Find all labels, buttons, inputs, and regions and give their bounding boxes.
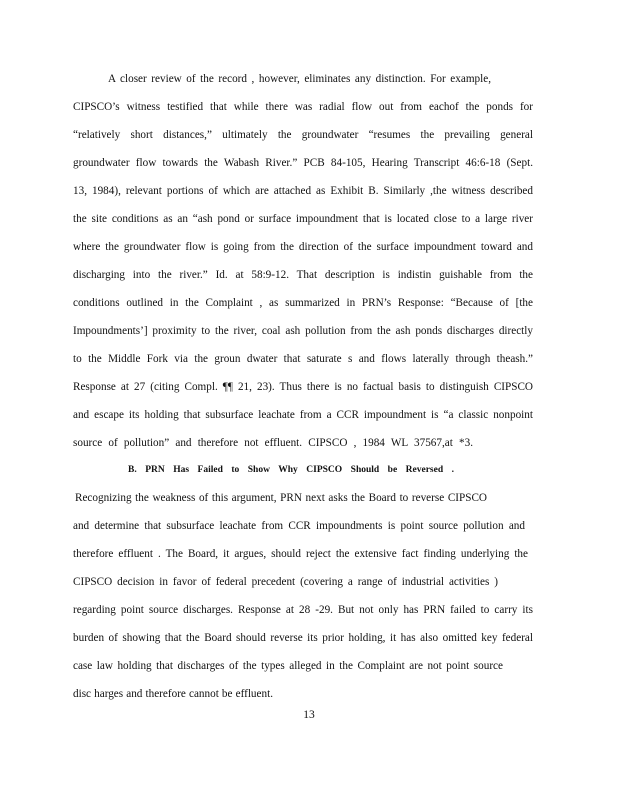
paragraph-2-line-2: and determine that subsurface leachate from CCR impoundments is point source pollution and	[73, 520, 525, 532]
paragraph-1-line-8: discharging into the river.” Id. at 58:9-12. That description is indistin guishable from the	[73, 269, 533, 281]
paragraph-2-line-8: disc harges and therefore cannot be effluent.	[73, 688, 273, 700]
paragraph-1-line-9: conditions outlined in the Complaint , as summarized in PRN’s Response: “Because of [the	[73, 297, 533, 309]
section-heading: B. PRN Has Failed to Show Why CIPSCO Should be Reversed .	[128, 465, 454, 475]
paragraph-1-line-3: “relatively short distances,” ultimately the groundwater “resumes the prevailing general	[73, 129, 533, 141]
paragraph-2-line-5: regarding point source discharges. Response at 28 -29. But not only has PRN failed to carry its	[73, 604, 533, 616]
paragraph-1-line-14: source of pollution” and therefore not effluent. CIPSCO , 1984 WL 37567,at *3.	[73, 437, 473, 449]
paragraph-1-line-11: to the Middle Fork via the groun dwater that saturate s and flows laterally through theash.”	[73, 353, 533, 365]
paragraph-1-line-7: where the groundwater flow is going from the direction of the surface impoundment toward and	[73, 241, 533, 253]
paragraph-2-line-3: therefore effluent . The Board, it argues, should reject the extensive fact finding underlying the	[73, 548, 528, 560]
paragraph-2-line-1: Recognizing the weakness of this argument, PRN next asks the Board to reverse CIPSCO	[75, 492, 487, 504]
paragraph-1-line-10: Impoundments’] proximity to the river, coal ash pollution from the ash ponds discharges directly	[73, 325, 533, 337]
page-number: 13	[303, 709, 315, 721]
paragraph-2-line-6: burden of showing that the Board should reverse its prior holding, it has also omitted key federal	[73, 632, 533, 644]
paragraph-2-line-7: case law holding that discharges of the types alleged in the Complaint are not point source	[73, 660, 503, 672]
paragraph-2-line-4: CIPSCO decision in favor of federal precedent (covering a range of industrial activities )	[73, 576, 498, 588]
paragraph-1-line-13: and escape its holding that subsurface leachate from a CCR impoundment is “a classic nonpoint	[73, 409, 533, 421]
paragraph-1-line-2: CIPSCO’s witness testified that while there was radial flow out from eachof the ponds for	[73, 101, 533, 113]
paragraph-1-line-12: Response at 27 (citing Compl. ¶¶ 21, 23). Thus there is no factual basis to distinguish CIPSCO	[73, 381, 533, 393]
paragraph-1-line-1: A closer review of the record , however, eliminates any distinction. For example,	[108, 73, 491, 85]
paragraph-1-line-4: groundwater flow towards the Wabash River.” PCB 84-105, Hearing Transcript 46:6-18 (Sept.	[73, 157, 533, 169]
paragraph-1-line-5: 13, 1984), relevant portions of which are attached as Exhibit B. Similarly ,the witness described	[73, 185, 533, 197]
paragraph-1-line-6: the site conditions as an “ash pond or surface impoundment that is located close to a large river	[73, 213, 533, 225]
